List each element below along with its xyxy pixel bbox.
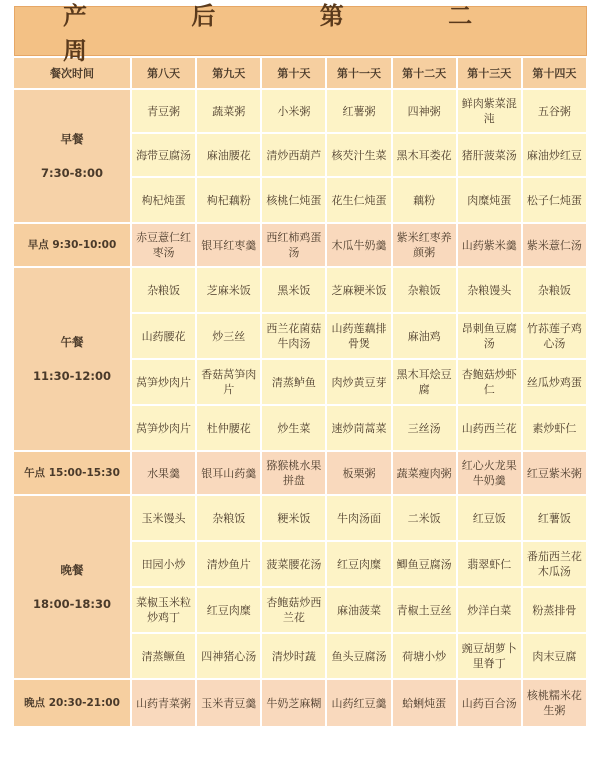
snack-cell: 红心火龙果牛奶羹 — [458, 452, 521, 494]
dish-cell: 杂粮饭 — [132, 268, 195, 312]
day-header: 第八天 — [132, 58, 195, 88]
dish-cell: 枸杞炖蛋 — [132, 178, 195, 222]
dish-cell: 清炒鱼片 — [197, 542, 260, 586]
dish-cell: 黑木耳烩豆腐 — [393, 360, 456, 404]
day-header: 第十三天 — [458, 58, 521, 88]
dish-cell: 核芡汁生菜 — [327, 134, 390, 176]
dish-cell: 红薯粥 — [327, 90, 390, 132]
dish-cell: 四神猪心汤 — [197, 634, 260, 678]
dish-cell: 红薯饭 — [523, 496, 586, 540]
dinner-label — [14, 496, 130, 678]
dish-cell: 鲜肉紫菜混沌 — [458, 90, 521, 132]
dish-cell: 杂粮饭 — [523, 268, 586, 312]
snack-cell: 赤豆薏仁红枣汤 — [132, 224, 195, 266]
meal-time: 7:30-8:00 — [41, 166, 103, 180]
dish-cell: 香菇莴笋肉片 — [197, 360, 260, 404]
breakfast-row — [14, 90, 586, 132]
dish-cell: 猪肝菠菜汤 — [458, 134, 521, 176]
dish-cell: 肉糜炖蛋 — [458, 178, 521, 222]
dish-cell: 枸杞藕粉 — [197, 178, 260, 222]
snack-cell: 山药紫米羹 — [458, 224, 521, 266]
dish-cell: 杜仲腰花 — [197, 406, 260, 450]
lunch-row — [14, 268, 586, 312]
meal-schedule — [12, 56, 588, 728]
day-header: 第十二天 — [393, 58, 456, 88]
dish-cell: 核桃仁炖蛋 — [262, 178, 325, 222]
dish-cell: 藕粉 — [393, 178, 456, 222]
snack2-row — [14, 452, 586, 494]
dish-cell: 麻油鸡 — [393, 314, 456, 358]
day-header: 第十一天 — [327, 58, 390, 88]
dish-cell: 速炒茼蒿菜 — [327, 406, 390, 450]
time-column-header: 餐次时间 — [14, 58, 130, 88]
meal-time: 18:00-18:30 — [33, 597, 111, 611]
dish-cell: 黑木耳娄花 — [393, 134, 456, 176]
breakfast-label — [14, 90, 130, 222]
page-title: 产 后 第 二 周 — [14, 6, 587, 56]
dish-cell: 杂粮馒头 — [458, 268, 521, 312]
meal-name: 晚餐 — [60, 563, 84, 577]
dish-cell: 炒三丝 — [197, 314, 260, 358]
meal-time: 11:30-12:00 — [33, 369, 111, 383]
dish-cell: 红豆饭 — [458, 496, 521, 540]
dish-cell: 牛肉汤面 — [327, 496, 390, 540]
dish-cell: 松子仁炖蛋 — [523, 178, 586, 222]
dish-cell: 丝瓜炒鸡蛋 — [523, 360, 586, 404]
snack-cell: 板栗粥 — [327, 452, 390, 494]
dish-cell: 麻油菠菜 — [327, 588, 390, 632]
dish-cell: 炒生菜 — [262, 406, 325, 450]
dish-cell: 山药莲藕排骨煲 — [327, 314, 390, 358]
snack-cell: 猕猴桃水果拼盘 — [262, 452, 325, 494]
snack-cell: 西红柿鸡蛋汤 — [262, 224, 325, 266]
dish-cell: 清蒸鳜鱼 — [132, 634, 195, 678]
snack3-label: 晚点 20:30-21:00 — [14, 680, 130, 726]
dish-cell: 五谷粥 — [523, 90, 586, 132]
dish-cell: 莴笋炒肉片 — [132, 406, 195, 450]
dish-cell: 杏鲍菇炒西兰花 — [262, 588, 325, 632]
dish-cell: 莴笋炒肉片 — [132, 360, 195, 404]
meal-name: 早餐 — [60, 132, 84, 146]
day-header: 第十天 — [262, 58, 325, 88]
dish-cell: 清炒时蔬 — [262, 634, 325, 678]
dish-cell: 炒洋白菜 — [458, 588, 521, 632]
snack-cell: 紫米红枣养颜粥 — [393, 224, 456, 266]
dish-cell: 田园小炒 — [132, 542, 195, 586]
dish-cell: 西兰花菌菇牛肉汤 — [262, 314, 325, 358]
dish-cell: 粳米饭 — [262, 496, 325, 540]
snack-cell: 水果羹 — [132, 452, 195, 494]
dish-cell: 三丝汤 — [393, 406, 456, 450]
dish-cell: 鲫鱼豆腐汤 — [393, 542, 456, 586]
dish-cell: 芝麻粳米饭 — [327, 268, 390, 312]
dish-cell: 清蒸鲈鱼 — [262, 360, 325, 404]
snack1-row — [14, 224, 586, 266]
dish-cell: 豌豆胡萝卜里脊丁 — [458, 634, 521, 678]
menu-table — [14, 1, 587, 728]
dish-cell: 肉末豆腐 — [523, 634, 586, 678]
dish-cell: 蔬菜粥 — [197, 90, 260, 132]
snack2-label: 午点 15:00-15:30 — [14, 452, 130, 494]
snack-cell: 山药红豆羹 — [327, 680, 390, 726]
dish-cell: 清炒西葫芦 — [262, 134, 325, 176]
dish-cell: 红豆肉糜 — [197, 588, 260, 632]
snack-cell: 木瓜牛奶羹 — [327, 224, 390, 266]
dish-cell: 鱼头豆腐汤 — [327, 634, 390, 678]
snack-cell: 蛤蜊炖蛋 — [393, 680, 456, 726]
snack-cell: 紫米薏仁汤 — [523, 224, 586, 266]
dish-cell: 二米饭 — [393, 496, 456, 540]
dish-cell: 菜椒玉米粒炒鸡丁 — [132, 588, 195, 632]
dish-cell: 海带豆腐汤 — [132, 134, 195, 176]
snack3-row — [14, 680, 586, 726]
dish-cell: 昂刺鱼豆腐汤 — [458, 314, 521, 358]
snack-cell: 红豆紫米粥 — [523, 452, 586, 494]
dish-cell: 黑米饭 — [262, 268, 325, 312]
snack-cell: 牛奶芝麻糊 — [262, 680, 325, 726]
snack1-label: 早点 9:30-10:00 — [14, 224, 130, 266]
dish-cell: 番茄西兰花木瓜汤 — [523, 542, 586, 586]
day-header: 第十四天 — [523, 58, 586, 88]
dish-cell: 青豆粥 — [132, 90, 195, 132]
day-header: 第九天 — [197, 58, 260, 88]
dish-cell: 山药西兰花 — [458, 406, 521, 450]
dish-cell: 玉米馒头 — [132, 496, 195, 540]
snack-cell: 银耳红枣羹 — [197, 224, 260, 266]
dish-cell: 麻油腰花 — [197, 134, 260, 176]
dish-cell: 山药腰花 — [132, 314, 195, 358]
dish-cell: 肉炒黄豆芽 — [327, 360, 390, 404]
dish-cell: 花生仁炖蛋 — [327, 178, 390, 222]
snack-cell: 山药百合汤 — [458, 680, 521, 726]
dish-cell: 素炒虾仁 — [523, 406, 586, 450]
dish-cell: 小米粥 — [262, 90, 325, 132]
dish-cell: 竹荪莲子鸡心汤 — [523, 314, 586, 358]
dish-cell: 麻油炒红豆 — [523, 134, 586, 176]
dish-cell: 杏鲍菇炒虾仁 — [458, 360, 521, 404]
snack-cell: 银耳山药羹 — [197, 452, 260, 494]
dish-cell: 芝麻米饭 — [197, 268, 260, 312]
dinner-row — [14, 496, 586, 540]
snack-cell: 核桃糯米花生粥 — [523, 680, 586, 726]
snack-cell: 蔬菜瘦肉粥 — [393, 452, 456, 494]
dish-cell: 四神粥 — [393, 90, 456, 132]
meal-name: 午餐 — [60, 335, 84, 349]
dish-cell: 红豆肉糜 — [327, 542, 390, 586]
snack-cell: 玉米青豆羹 — [197, 680, 260, 726]
dish-cell: 杂粮饭 — [197, 496, 260, 540]
dish-cell: 菠菜腰花汤 — [262, 542, 325, 586]
dish-cell: 青椒土豆丝 — [393, 588, 456, 632]
dish-cell: 翡翠虾仁 — [458, 542, 521, 586]
lunch-label — [14, 268, 130, 450]
snack-cell: 山药青菜粥 — [132, 680, 195, 726]
dish-cell: 荷塘小炒 — [393, 634, 456, 678]
dish-cell: 杂粮饭 — [393, 268, 456, 312]
dish-cell: 粉蒸排骨 — [523, 588, 586, 632]
